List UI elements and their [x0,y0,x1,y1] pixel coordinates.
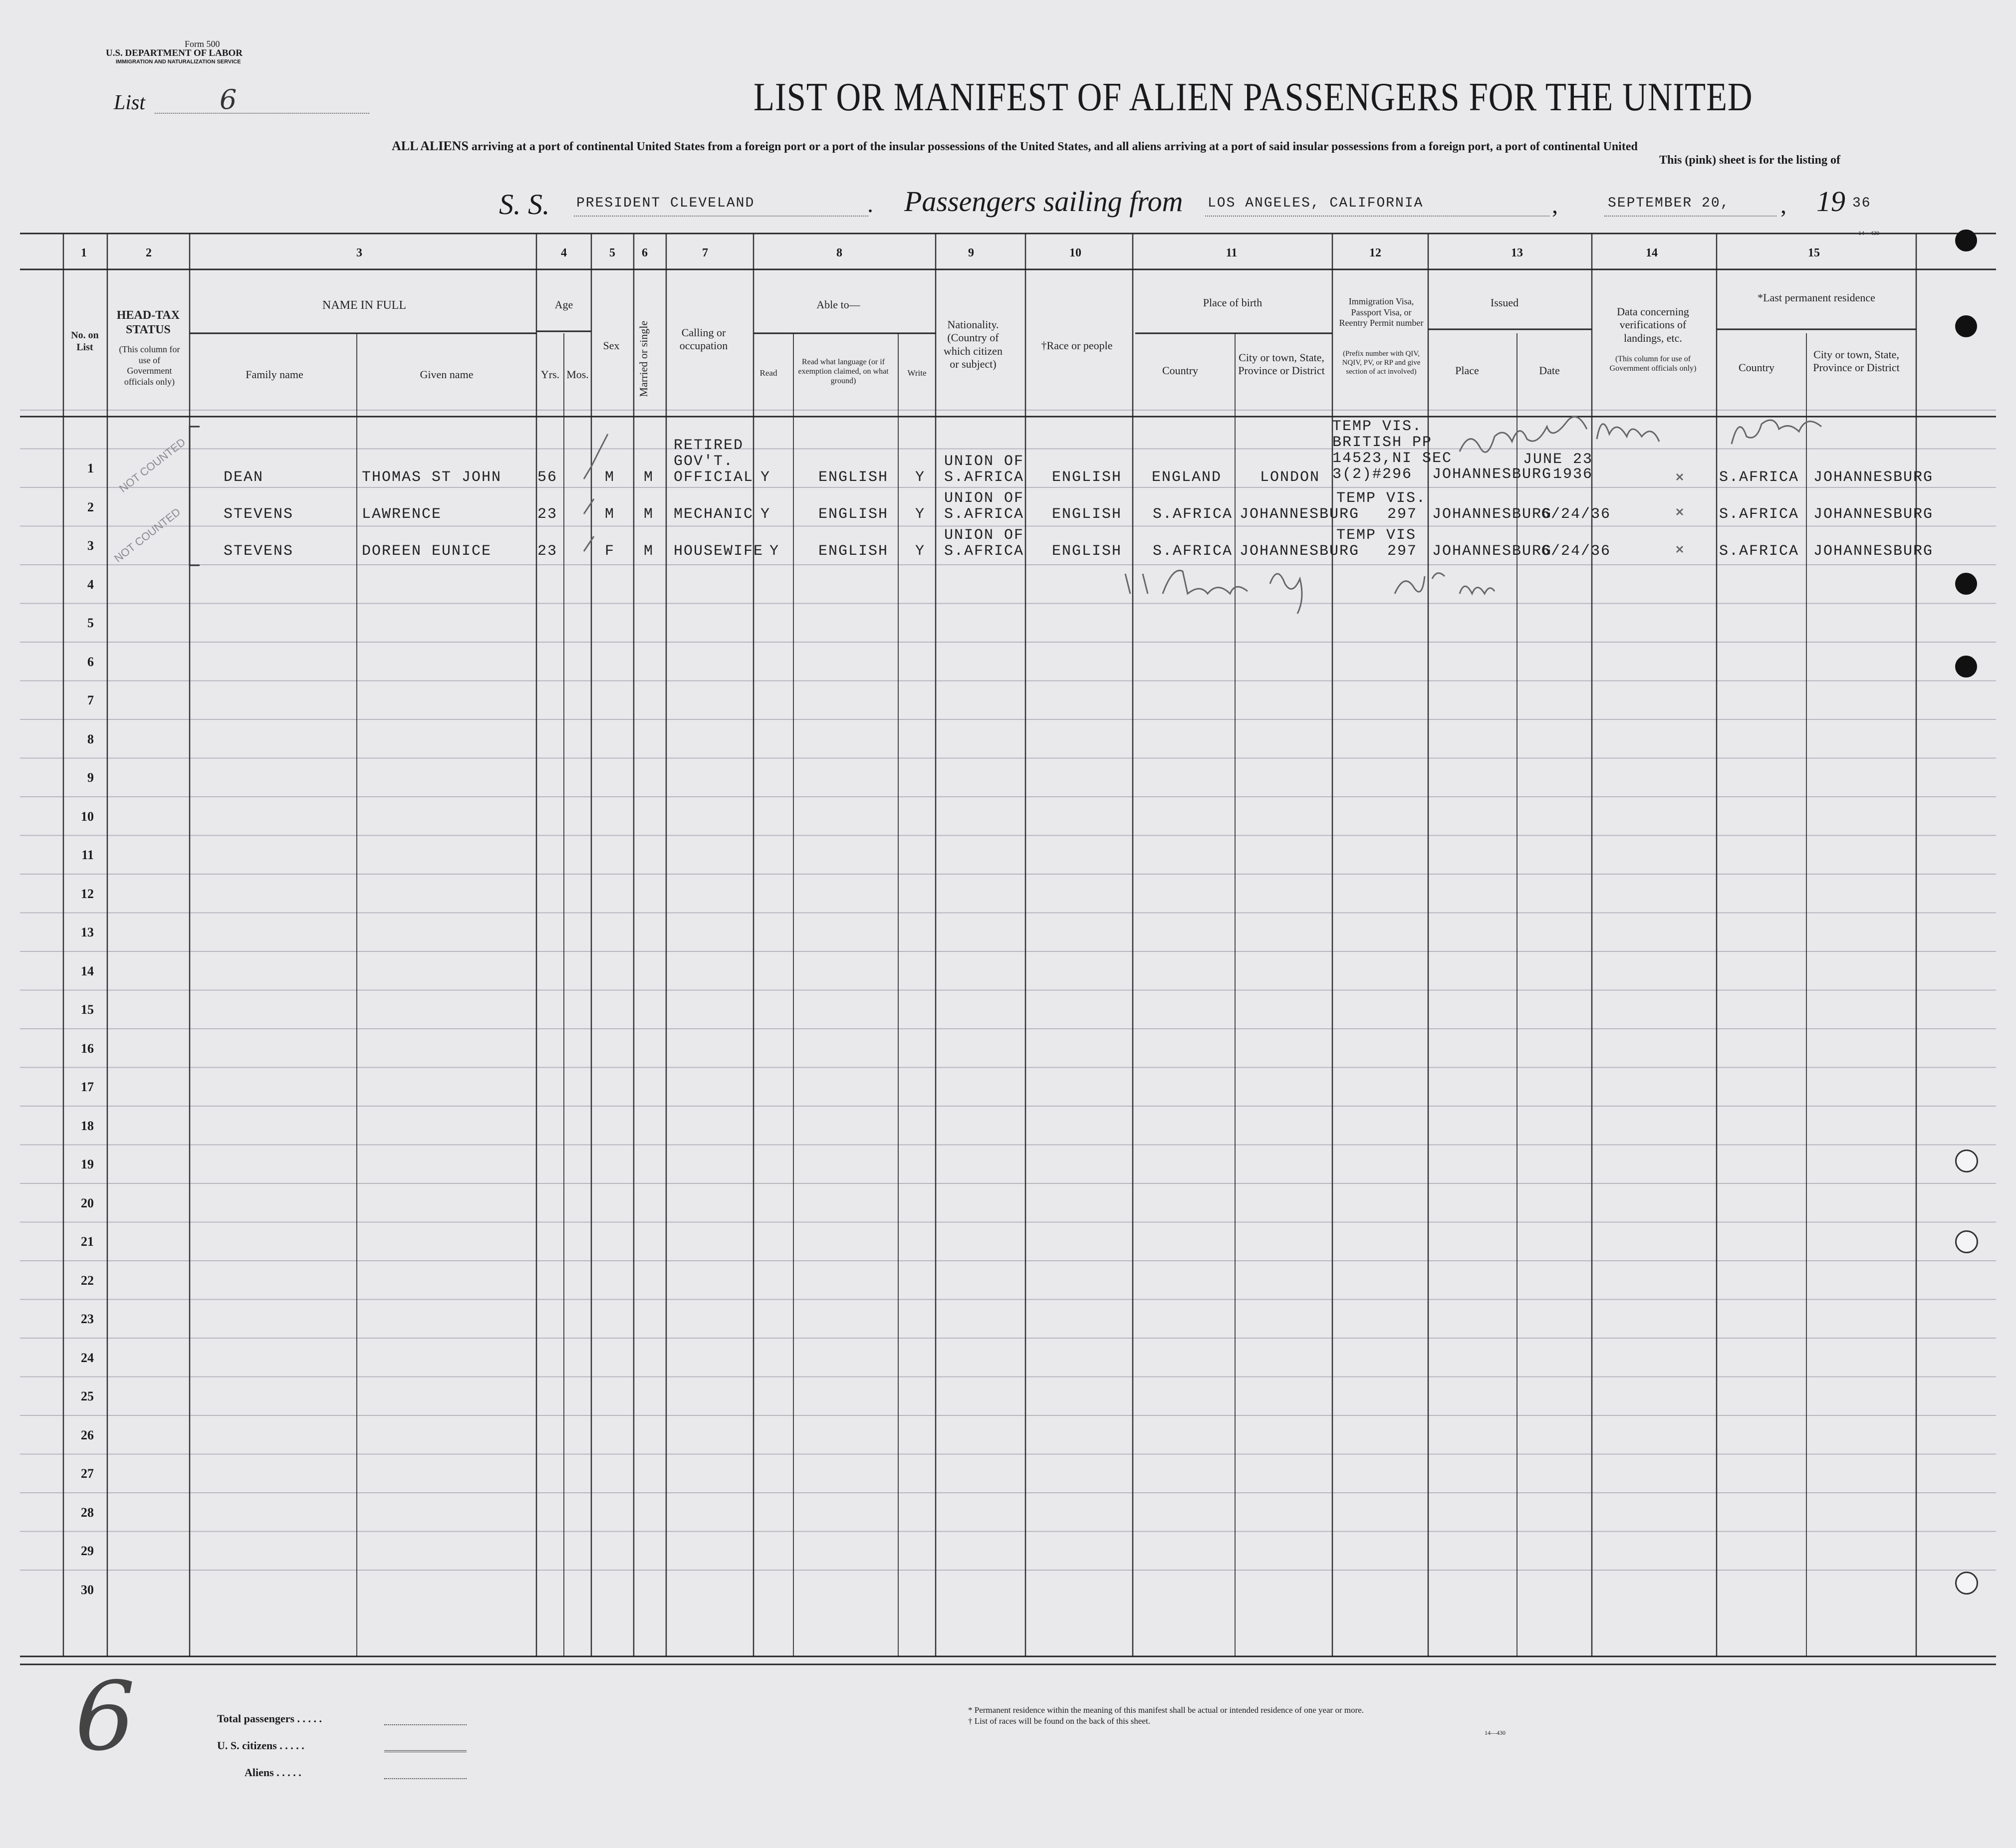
res-country-3: S.AFRICA [1719,543,1799,560]
footnote-races: † List of races will be found on the back of this sheet. [968,1716,1150,1726]
sex-3: F [605,543,615,560]
row-number: 10 [81,809,94,824]
header-visa-note: (Prefix number with QIV, NQIV, PV, or RP and give section of act involved) [1342,350,1421,376]
header-no-on-list: No. on List [71,330,99,353]
header-calling: Calling or occupation [679,326,728,352]
binder-hole-6 [1955,1230,1978,1253]
nationality-2a: UNION OF [944,490,1024,507]
age-years-2: 23 [537,506,558,523]
race-2: ENGLISH [1052,506,1122,523]
header-verifications: Data concerning verifications of landings, etc. [1617,305,1689,344]
married-3: M [644,543,654,560]
row-number: 14 [81,963,94,978]
header-head-tax: HEAD-TAX STATUS [116,309,180,336]
header-race: †Race or people [1041,339,1113,352]
family-name-3: STEVENS [224,543,294,560]
header-last-residence: *Last permanent residence [1758,291,1875,304]
nationality-1a: UNION OF [944,453,1024,470]
header-visa: Immigration Visa, Passport Visa, or Reentry Permit number [1339,296,1424,328]
age-years-1: 56 [537,469,558,486]
us-citizens-label [217,1739,304,1752]
header-head-tax-note: (This column for use of Government officials only) [119,344,180,387]
column-number-9: 9 [968,246,974,259]
total-passengers-field [384,1724,467,1725]
header-read-language: Read what language (or if exemption claimed, on what ground) [798,358,889,386]
column-number-7: 7 [702,246,708,259]
header-read: Read [759,368,777,378]
list-label: List [114,91,146,114]
header-able-to: Able to— [816,298,860,311]
year-prefix: 19 [1816,185,1845,218]
column-number-2: 2 [146,246,152,259]
header-yrs: Yrs. [540,368,560,381]
row-number: 1 [87,461,94,475]
issued-date-3: 6/24/36 [1541,543,1611,560]
year-suffix: 36 [1852,196,1871,211]
issued-place-1: JOHANNESBURG [1432,466,1552,483]
visa-2a: TEMP VIS. [1336,490,1427,507]
sex-1: M [605,469,615,486]
form-code-bottom: 14—430 [1485,1729,1506,1736]
footnote-permanent-residence: * Permanent residence within the meaning of this manifest shall be actual or intended residence of one year or more. [968,1705,1364,1715]
row-number: 8 [87,731,94,746]
total-passengers-dots: . . . . . [297,1712,322,1725]
aliens-dots: . . . . . [276,1766,301,1779]
row-number: 19 [81,1157,94,1171]
header-married: Married or single [637,320,650,397]
binder-hole-7 [1955,1572,1978,1595]
binder-hole-3 [1955,573,1977,595]
row-number: 20 [81,1195,94,1210]
ship-name: PRESIDENT CLEVELAND [576,196,755,211]
row-number: 17 [81,1080,94,1094]
row-number: 27 [81,1466,94,1481]
binder-hole-4 [1955,656,1977,678]
row-number: 12 [81,886,94,901]
read-2: Y [760,506,771,523]
res-country-1: S.AFRICA [1719,469,1799,486]
visa-3a: TEMP VIS [1336,527,1417,544]
header-res-country: Country [1738,361,1775,374]
row-number: 26 [81,1427,94,1442]
header-age: Age [554,298,573,311]
birth-city-1: LONDON [1260,469,1320,486]
list-number: 6 [220,84,237,115]
row-number: 23 [81,1312,94,1326]
header-mos: Mos. [566,368,589,381]
race-3: ENGLISH [1052,543,1122,560]
row-number: 4 [87,577,94,592]
binder-hole-2 [1955,315,1977,337]
nationality-3a: UNION OF [944,527,1024,544]
row-number: 15 [81,1002,94,1017]
header-nationality: Nationality. (Country of which citizen or subject) [944,318,1003,371]
occupation-1c: OFFICIAL [674,469,754,486]
handwritten-list-number: 6 [75,1661,135,1772]
nationality-2b: S.AFRICA [944,506,1024,523]
nationality-1b: S.AFRICA [944,469,1024,486]
binder-hole-5 [1955,1150,1978,1172]
header-birth-city: City or town, State, Province or District [1238,351,1325,377]
not-counted-stamp-2: NOT COUNTED [112,505,183,565]
header-family-name: Family name [246,368,303,381]
row-number: 11 [81,848,94,862]
issued-date-1a: JUNE 23 [1523,451,1593,468]
age-years-3: 23 [537,543,558,560]
visa-1a: TEMP VIS. [1332,418,1423,435]
instructions-all-aliens: ALL ALIENS [392,139,469,153]
write-1: Y [915,469,926,486]
issued-place-3: JOHANNESBURG [1432,543,1552,560]
write-3: Y [915,543,926,560]
row-number: 28 [81,1505,94,1520]
row-number: 16 [81,1041,94,1056]
language-1: ENGLISH [818,469,889,486]
birth-country-2: S.AFRICA [1153,506,1233,523]
row-number: 13 [81,925,94,939]
aliens-text: Aliens [245,1766,274,1779]
birth-city-2: JOHANNESBURG [1240,506,1360,523]
header-name-in-full: NAME IN FULL [322,299,406,312]
aliens-label [245,1766,301,1779]
column-number-12: 12 [1369,246,1381,259]
row-number: 22 [81,1273,94,1288]
row-number: 18 [81,1118,94,1133]
visa-2b: 297 [1387,506,1418,523]
birth-country-1: ENGLAND [1152,469,1222,486]
visa-1b: BRITISH PP [1332,434,1433,451]
total-passengers-text: Total passengers [217,1712,295,1725]
birth-country-3: S.AFRICA [1153,543,1233,560]
header-place-of-birth: Place of birth [1203,296,1262,309]
occupation-1b: GOV'T. [674,453,734,470]
birth-city-3: JOHANNESBURG [1240,543,1360,560]
sailing-label: Passengers sailing from [904,185,1183,218]
issued-place-2: JOHANNESBURG [1432,506,1552,523]
us-citizens-field [384,1750,467,1752]
form-number: Form 500 [185,39,220,49]
read-3: Y [769,543,780,560]
res-city-3: JOHANNESBURG [1813,543,1934,560]
row-number: 3 [87,538,94,553]
header-issued-date: Date [1539,364,1560,377]
column-number-11: 11 [1226,246,1238,259]
language-3: ENGLISH [818,543,889,560]
given-name-1: THOMAS ST JOHN [362,469,502,486]
form-code-top: 14—430 [1858,230,1879,236]
occupation-2: MECHANIC [674,506,754,523]
not-counted-stamp-1: NOT COUNTED [117,436,188,495]
header-sex: Sex [603,339,620,352]
language-2: ENGLISH [818,506,889,523]
race-1: ENGLISH [1052,469,1122,486]
visa-1c: 14523,NI SEC [1332,450,1453,467]
column-number-13: 13 [1511,246,1523,259]
res-city-1: JOHANNESBURG [1813,469,1934,486]
column-number-6: 6 [642,246,648,259]
column-number-1: 1 [81,246,87,259]
port-comma: , [1552,192,1558,219]
header-write: Write [907,368,927,378]
column-number-15: 15 [1808,246,1820,259]
port-name: LOS ANGELES, CALIFORNIA [1208,196,1424,211]
us-citizens-dots: . . . . . [279,1739,304,1752]
issued-date-1b: 1936 [1553,466,1593,483]
given-name-3: DOREEN EUNICE [362,543,492,560]
visa-3b: 297 [1387,543,1418,560]
res-country-2: S.AFRICA [1719,506,1799,523]
instructions-line-2: This (pink) sheet is for the listing of [1659,154,1840,167]
column-number-10: 10 [1069,246,1081,259]
header-issued: Issued [1490,296,1519,309]
aliens-field [384,1778,467,1779]
occupation-3: HOUSEWIFE [674,543,764,560]
sex-2: M [605,506,615,523]
row-number: 30 [81,1582,94,1597]
row-number: 2 [87,499,94,514]
res-city-2: JOHANNESBURG [1813,506,1934,523]
sailing-date: SEPTEMBER 20, [1608,196,1730,211]
total-passengers-label [217,1712,322,1725]
row-number: 29 [81,1544,94,1558]
date-comma: , [1780,192,1786,219]
row-number: 7 [87,693,94,707]
read-1: Y [760,469,771,486]
service-name: IMMIGRATION AND NATURALIZATION SERVICE [116,59,241,65]
column-number-4: 4 [561,246,567,259]
given-name-2: LAWRENCE [362,506,442,523]
instructions-text: arriving at a port of continental United States from a foreign port or a port of the insular possessions of the United States, and all aliens arriving at a port of said insular possessions from a foreign port, a port of continental United [471,140,1638,153]
family-name-2: STEVENS [224,506,294,523]
row-number: 25 [81,1389,94,1403]
column-number-3: 3 [356,246,362,259]
header-given-name: Given name [420,368,474,381]
header-issued-place: Place [1455,364,1479,377]
manifest-title: LIST OR MANIFEST OF ALIEN PASSENGERS FOR THE UNITED [754,75,1753,119]
nationality-3b: S.AFRICA [944,543,1024,560]
header-verifications-note: (This column for use of Government officials only) [1609,355,1697,373]
row-number: 21 [81,1234,94,1249]
column-number-14: 14 [1646,246,1658,259]
column-number-8: 8 [836,246,842,259]
header-birth-country: Country [1162,364,1199,377]
issued-date-2: 6/24/36 [1541,506,1611,523]
married-1: M [644,469,654,486]
row-number: 9 [87,770,94,785]
row-number: 24 [81,1350,94,1365]
row-number: 6 [87,654,94,669]
occupation-1a: RETIRED [674,437,744,454]
family-name-1: DEAN [224,469,264,486]
row-number: 5 [87,616,94,630]
write-2: Y [915,506,926,523]
ship-period: . [867,191,873,218]
married-2: M [644,506,654,523]
binder-hole-1 [1955,230,1977,251]
us-citizens-text: U. S. citizens [217,1739,277,1752]
visa-1d: 3(2)#296 [1332,466,1413,483]
ss-label: S. S. [499,188,550,221]
column-number-5: 5 [609,246,615,259]
header-res-city: City or town, State, Province or District [1813,348,1900,374]
department-name: U.S. DEPARTMENT OF LABOR [106,48,243,58]
